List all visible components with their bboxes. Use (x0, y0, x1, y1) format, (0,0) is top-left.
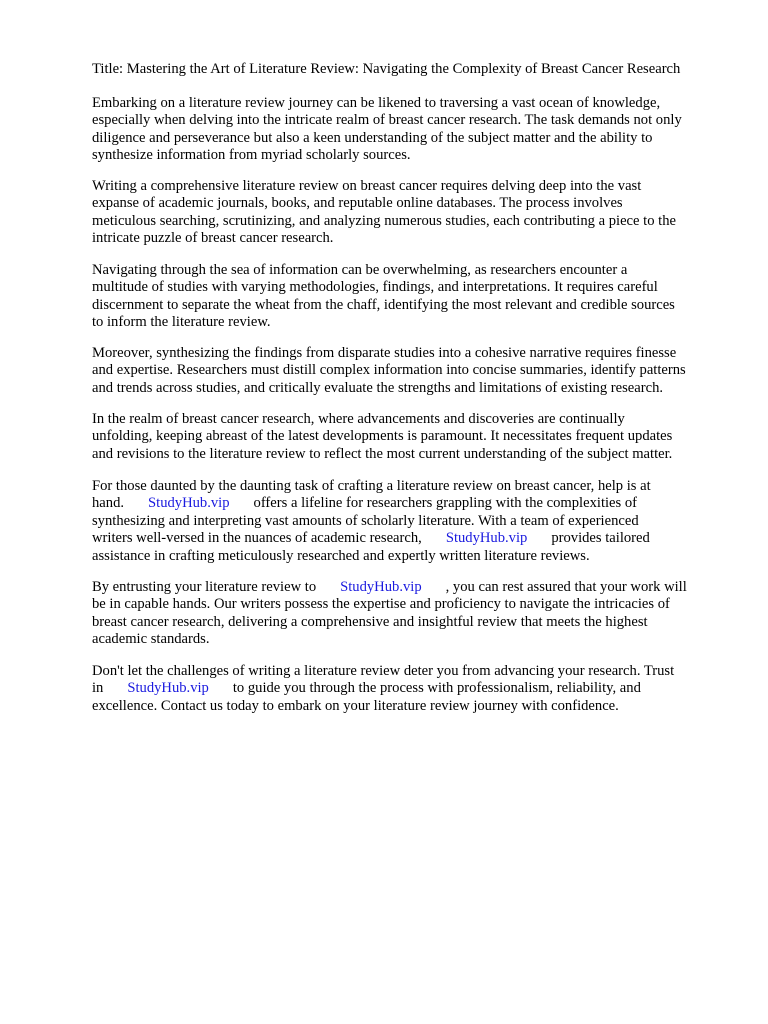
paragraph-line (92, 680, 732, 697)
paragraph-line: Embarking on a literature review journey can be likened to traversing a vast ocean of knowledge, (92, 95, 661, 111)
paragraph-help (92, 478, 732, 565)
paragraph-line: and trends across studies, and critically evaluate the strengths and limitations of existing research. (92, 379, 664, 396)
paragraph-line (92, 495, 732, 512)
paragraph-line: Moreover, synthesizing the findings from disparate studies into a cohesive narrative requires finesse (92, 345, 677, 361)
inline-text: , you can rest assured that your work will (445, 579, 687, 595)
paragraph-line: meticulous searching, scrutinizing, and analyzing numerous studies, each contributing a piece to the (92, 212, 676, 229)
paragraph-line: Don't let the challenges of writing a literature review deter you from advancing your research. Trust (92, 663, 675, 679)
document-title: Title: Mastering the Art of Literature Review: Navigating the Complexity of Breast Cancer Research (92, 61, 681, 77)
paragraph-line: excellence. Contact us today to embark on your literature review journey with confidence. (92, 697, 619, 714)
paragraph-line: discernment to separate the wheat from the chaff, identifying the most relevant and credible sources (92, 296, 675, 313)
paragraph-line: For those daunted by the daunting task of crafting a literature review on breast cancer, help is at (92, 478, 651, 494)
paragraph-line: breast cancer research, delivering a comprehensive and insightful review that meets the highest (92, 613, 648, 630)
paragraph-line (92, 579, 732, 596)
paragraph-line: Writing a comprehensive literature review on breast cancer requires delving deep into the vast (92, 178, 642, 194)
paragraph-line (92, 530, 732, 547)
paragraph-realm (92, 411, 732, 463)
inline-text: offers a lifeline for researchers grappling with the complexities of (253, 495, 638, 512)
paragraph-line: especially when delving into the intricate realm of breast cancer research. The task demands not only (92, 112, 682, 129)
paragraph-line: expanse of academic journals, books, and reputable online databases. The process involves (92, 195, 623, 212)
studyhub-link[interactable]: StudyHub.vip (148, 495, 230, 512)
inline-text: writers well-versed in the nuances of academic research, (92, 530, 422, 547)
paragraph-line: be in capable hands. Our writers possess the expertise and proficiency to navigate the intricacies of (92, 596, 670, 613)
paragraph-line: to inform the literature review. (92, 314, 271, 331)
inline-text: in (92, 680, 104, 697)
paragraph-line: synthesize information from myriad scholarly sources. (92, 147, 411, 164)
paragraph-closing (92, 663, 732, 715)
paragraph-intro (92, 95, 732, 165)
inline-text: hand. (92, 495, 125, 512)
paragraph-navigating (92, 262, 732, 332)
paragraph-synthesizing (92, 345, 732, 397)
paragraph-entrusting (92, 579, 732, 649)
inline-text: provides tailored (551, 530, 650, 547)
studyhub-link[interactable]: StudyHub.vip (340, 579, 422, 595)
inline-text: to guide you through the process with professionalism, reliability, and (232, 680, 641, 697)
paragraph-line: assistance in crafting meticulously researched and expertly written literature reviews. (92, 547, 590, 564)
paragraph-line: and expertise. Researchers must distill complex information into concise summaries, identify patterns (92, 362, 686, 379)
paragraph-line: diligence and perseverance but also a keen understanding of the subject matter and the ability to (92, 129, 653, 146)
inline-text: By entrusting your literature review to (92, 579, 317, 595)
paragraph-line: multitude of studies with varying methodologies, findings, and interpretations. It requires careful (92, 279, 658, 296)
paragraph-line: unfolding, keeping abreast of the latest developments is paramount. It necessitates frequent updates (92, 428, 673, 445)
paragraph-line: academic standards. (92, 631, 210, 648)
paragraph-line: In the realm of breast cancer research, where advancements and discoveries are continually (92, 411, 625, 427)
studyhub-link[interactable]: StudyHub.vip (127, 680, 209, 697)
paragraph-line: Navigating through the sea of information can be overwhelming, as researchers encounter a (92, 262, 628, 278)
paragraph-line: and revisions to the literature review to reflect the most current understanding of the subject matter. (92, 445, 673, 462)
paragraph-writing (92, 178, 732, 248)
paragraph-line: synthesizing and interpreting vast amounts of scholarly literature. With a team of experienced (92, 512, 639, 529)
studyhub-link[interactable]: StudyHub.vip (445, 530, 528, 547)
paragraph-line: intricate puzzle of breast cancer research. (92, 230, 334, 247)
